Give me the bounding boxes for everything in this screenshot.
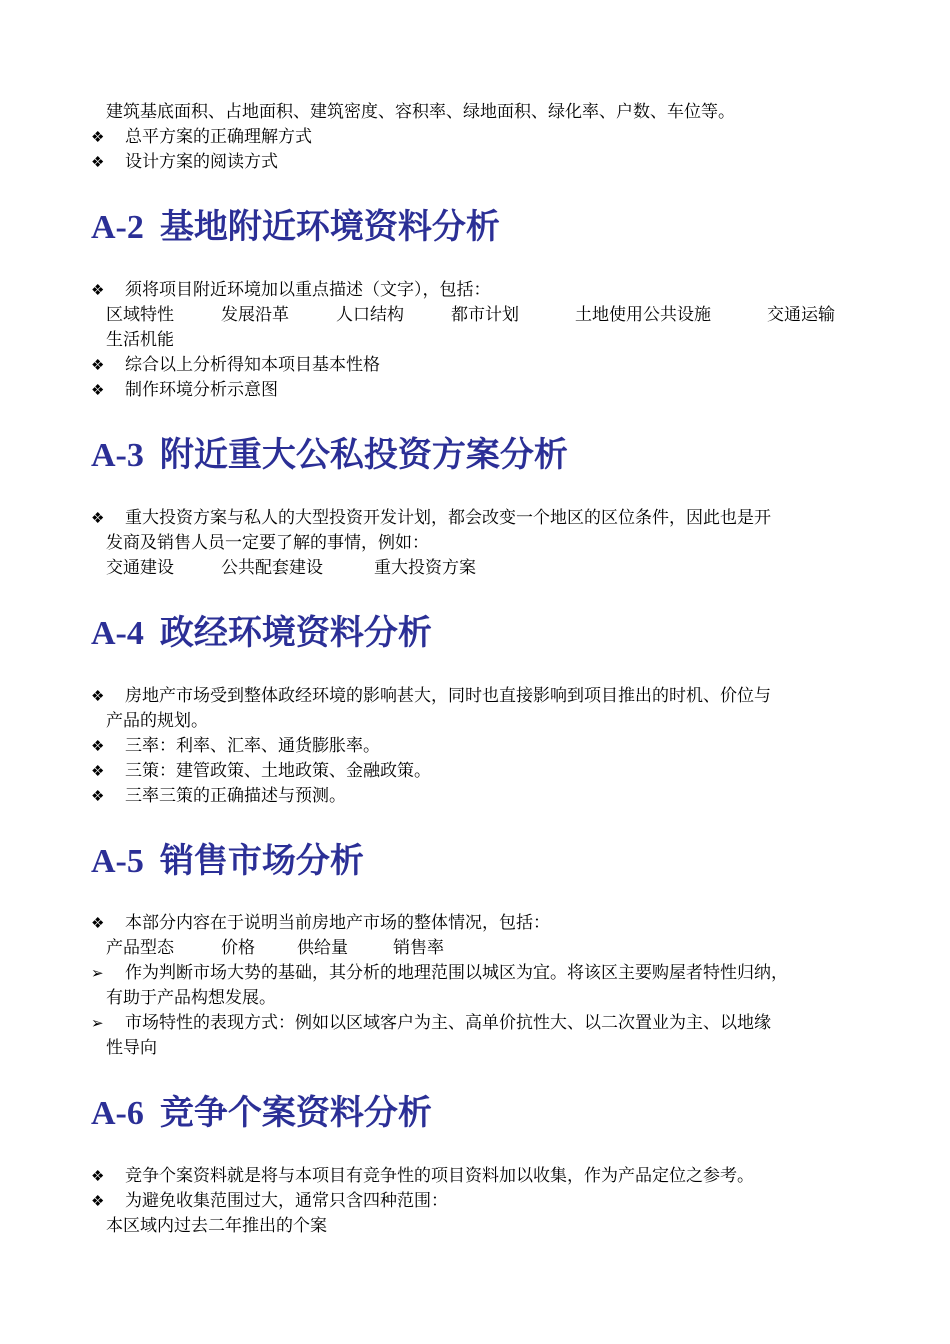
bullet-continuation — [91, 986, 881, 1011]
term: 销售率 — [393, 938, 444, 958]
bullet-item — [91, 784, 866, 809]
intro-line — [91, 100, 881, 125]
diamond-bullet-icon: ❖ — [91, 687, 105, 705]
bullet-continuation — [91, 1036, 881, 1061]
term: 公共配套建设 — [221, 558, 323, 578]
diamond-bullet-icon: ❖ — [91, 762, 105, 780]
diamond-bullet-icon: ❖ — [91, 356, 105, 374]
term: 价格 — [221, 938, 255, 958]
section-heading-a5 — [91, 839, 871, 883]
section-title: 销售市场分析 — [159, 841, 364, 881]
bullet-text: 总平方案的正确理解方式 — [125, 127, 312, 147]
bullet-text: 市场特性的表现方式：例如以区域客户为主、高单价抗性大、以二次置业为主、以地缘 — [125, 1013, 771, 1033]
bullet-item — [91, 1164, 866, 1189]
bullet-item — [91, 506, 866, 531]
section-heading-a2 — [91, 205, 871, 249]
term: 产品型态 — [106, 938, 174, 958]
sub-item — [91, 1214, 881, 1239]
term: 发展沿革 — [221, 305, 289, 325]
diamond-bullet-icon: ❖ — [91, 787, 105, 805]
term: 土地使用公共设施 — [575, 305, 711, 325]
bullet-item — [91, 734, 866, 759]
bullet-item — [91, 1189, 866, 1214]
diamond-bullet-icon: ❖ — [91, 281, 105, 299]
bullet-text: 产品的规划。 — [106, 711, 208, 731]
bullet-text: 为避免收集范围过大，通常只含四种范围： — [125, 1191, 448, 1211]
section-code: A-5 — [91, 843, 144, 880]
term: 都市计划 — [451, 305, 519, 325]
bullet-text: 房地产市场受到整体政经环境的影响甚大，同时也直接影响到项目推出的时机、价位与 — [125, 686, 771, 706]
bullet-text: 须将项目附近环境加以重点描述（文字），包括： — [125, 280, 491, 300]
bullet-text: 三率三策的正确描述与预测。 — [125, 786, 346, 806]
term-row — [91, 303, 881, 328]
term: 区域特性 — [106, 305, 174, 325]
diamond-bullet-icon: ❖ — [91, 128, 105, 146]
bullet-text: 设计方案的阅读方式 — [125, 152, 278, 172]
sub-item-text: 本区域内过去二年推出的个案 — [106, 1216, 327, 1236]
bullet-item — [91, 1011, 866, 1036]
section-code: A-6 — [91, 1095, 144, 1132]
section-code: A-2 — [91, 209, 144, 246]
bullet-item — [91, 278, 866, 303]
term: 人口结构 — [336, 305, 404, 325]
term-row — [91, 556, 881, 581]
bullet-text: 三策：建管政策、土地政策、金融政策。 — [125, 761, 431, 781]
diamond-bullet-icon: ❖ — [91, 153, 105, 171]
bullet-text: 性导向 — [106, 1038, 157, 1058]
diamond-bullet-icon: ❖ — [91, 381, 105, 399]
section-title: 政经环境资料分析 — [159, 613, 432, 653]
term: 生活机能 — [106, 330, 174, 350]
bullet-text: 综合以上分析得知本项目基本性格 — [125, 355, 380, 375]
bullet-text: 作为判断市场大势的基础，其分析的地理范围以城区为宜。将该区主要购屋者特性归纳， — [125, 963, 788, 983]
diamond-bullet-icon: ❖ — [91, 1167, 105, 1185]
bullet-text: 三率：利率、汇率、通货膨胀率。 — [125, 736, 380, 756]
bullet-item — [91, 353, 866, 378]
bullet-text: 有助于产品构想发展。 — [106, 988, 276, 1008]
bullet-item — [91, 911, 866, 936]
section-title: 竞争个案资料分析 — [159, 1093, 432, 1133]
term: 重大投资方案 — [374, 558, 476, 578]
bullet-item — [91, 961, 866, 986]
bullet-item — [91, 759, 866, 784]
diamond-bullet-icon: ❖ — [91, 737, 105, 755]
section-heading-a4 — [91, 611, 871, 655]
term: 交通运输 — [767, 305, 835, 325]
diamond-bullet-icon: ❖ — [91, 914, 105, 932]
term: 交通建设 — [106, 558, 174, 578]
section-code: A-3 — [91, 437, 144, 474]
arrow-bullet-icon: ➢ — [91, 1014, 104, 1032]
bullet-continuation — [91, 709, 881, 734]
bullet-item — [91, 125, 866, 150]
bullet-item — [91, 378, 866, 403]
intro-text: 建筑基底面积、占地面积、建筑密度、容积率、绿地面积、绿化率、户数、车位等。 — [106, 102, 735, 122]
bullet-text: 本部分内容在于说明当前房地产市场的整体情况，包括： — [125, 913, 550, 933]
arrow-bullet-icon: ➢ — [91, 964, 104, 982]
diamond-bullet-icon: ❖ — [91, 509, 105, 527]
term: 供给量 — [297, 938, 348, 958]
section-code: A-4 — [91, 615, 144, 652]
bullet-text: 制作环境分析示意图 — [125, 380, 278, 400]
bullet-text: 发商及销售人员一定要了解的事情，例如： — [106, 533, 429, 553]
term-row-wrap — [91, 328, 881, 353]
bullet-text: 重大投资方案与私人的大型投资开发计划，都会改变一个地区的区位条件，因此也是开 — [125, 508, 771, 528]
section-title: 附近重大公私投资方案分析 — [159, 435, 568, 475]
section-heading-a3 — [91, 433, 871, 477]
bullet-item — [91, 684, 866, 709]
bullet-text: 竞争个案资料就是将与本项目有竞争性的项目资料加以收集，作为产品定位之参考。 — [125, 1166, 754, 1186]
section-heading-a6 — [91, 1091, 871, 1135]
bullet-item — [91, 150, 866, 175]
bullet-continuation — [91, 531, 881, 556]
term-row — [91, 936, 881, 961]
diamond-bullet-icon: ❖ — [91, 1192, 105, 1210]
section-title: 基地附近环境资料分析 — [159, 207, 500, 247]
